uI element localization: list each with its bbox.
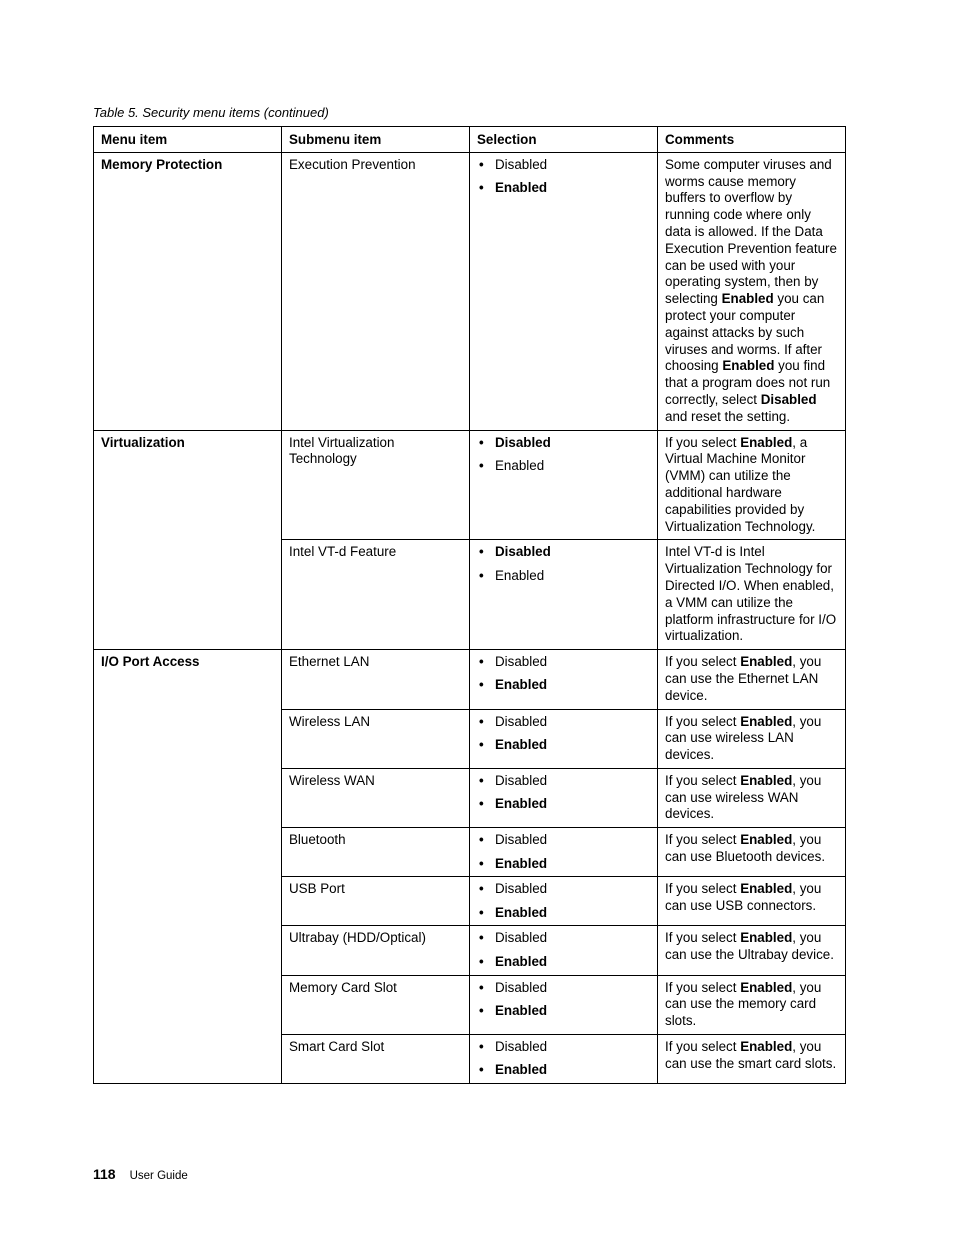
header-selection: Selection	[470, 127, 658, 153]
selection-option-default: • Enabled	[477, 737, 650, 754]
comment-text: If you select	[665, 930, 741, 946]
comment-cell	[658, 1034, 846, 1083]
comment-emphasis: Disabled	[760, 391, 817, 407]
comment-emphasis: Enabled	[740, 772, 793, 788]
selection-options-list	[477, 435, 650, 475]
comment-emphasis: Enabled	[740, 654, 793, 670]
comment-text: you find that a program does not run correctly, select	[665, 358, 831, 407]
selection-cell	[470, 926, 658, 975]
comment-emphasis: Enabled	[740, 930, 793, 946]
comment-emphasis: Enabled	[722, 358, 775, 374]
submenu-item-cell: USB Port	[282, 877, 470, 926]
selection-cell	[470, 152, 658, 430]
comment-text: you can protect your computer against attacks by such viruses and worms. If after choosing	[665, 291, 825, 374]
page-number: 118	[93, 1166, 116, 1182]
comment-emphasis: Enabled	[721, 291, 774, 307]
selection-option: • Disabled	[477, 930, 650, 947]
selection-cell	[470, 430, 658, 540]
selection-option: • Disabled	[477, 157, 650, 174]
selection-option-default: • Enabled	[477, 905, 650, 922]
comment-emphasis: Enabled	[740, 713, 793, 729]
menu-item-cell: Virtualization	[94, 430, 282, 650]
selection-cell	[470, 1034, 658, 1083]
submenu-item-cell: Execution Prevention	[282, 152, 470, 430]
comment-cell	[658, 975, 846, 1034]
selection-option-default: • Enabled	[477, 180, 650, 197]
selection-options-list	[477, 930, 650, 970]
comment-text: , you can use USB connectors.	[665, 881, 822, 914]
comment-text: If you select	[665, 654, 741, 670]
page-footer	[93, 1166, 188, 1182]
comment-cell	[658, 828, 846, 877]
submenu-item-cell: Ethernet LAN	[282, 650, 470, 709]
comment-emphasis: Enabled	[740, 832, 793, 848]
comment-text: If you select	[665, 772, 741, 788]
document-title: User Guide	[129, 1170, 188, 1182]
submenu-item-cell: Memory Card Slot	[282, 975, 470, 1034]
selection-option: • Disabled	[477, 714, 650, 731]
selection-option: • Disabled	[477, 832, 650, 849]
selection-options-list	[477, 157, 650, 197]
header-submenu-item: Submenu item	[282, 127, 470, 153]
selection-options-list	[477, 773, 650, 813]
comment-text: , you can use the smart card slots.	[665, 1038, 837, 1071]
selection-option: • Disabled	[477, 980, 650, 997]
submenu-item-cell: Intel VT-d Feature	[282, 540, 470, 650]
submenu-item-cell: Wireless WAN	[282, 768, 470, 827]
selection-options-list	[477, 544, 650, 584]
table-row	[94, 152, 846, 430]
comment-text: , you can use Bluetooth devices.	[665, 832, 826, 865]
selection-option-default: • Enabled	[477, 1062, 650, 1079]
table-header-row	[94, 127, 846, 153]
submenu-item-cell: Ultrabay (HDD/Optical)	[282, 926, 470, 975]
selection-options-list	[477, 832, 650, 872]
comment-cell	[658, 877, 846, 926]
comment-emphasis: Enabled	[740, 979, 793, 995]
comment-text: , you can use the Ultrabay device.	[665, 930, 834, 963]
table-body	[94, 152, 846, 1083]
submenu-item-cell: Smart Card Slot	[282, 1034, 470, 1083]
table-row	[94, 430, 846, 540]
comment-text: , you can use the Ethernet LAN device.	[665, 654, 822, 703]
selection-option-default: • Disabled	[477, 435, 650, 452]
header-menu-item: Menu item	[94, 127, 282, 153]
comment-text: Some computer viruses and worms cause memory buffers to overflow by running code where only data is allowed. If the Data Execution Prevention feature can be used with your operating system, then by selecting	[665, 156, 837, 307]
comment-cell	[658, 768, 846, 827]
selection-option: • Disabled	[477, 881, 650, 898]
comment-text: If you select	[665, 881, 741, 897]
selection-options-list	[477, 980, 650, 1020]
comment-cell	[658, 926, 846, 975]
selection-option: • Disabled	[477, 654, 650, 671]
comment-cell	[658, 709, 846, 768]
table-caption: Table 5. Security menu items (continued)	[93, 105, 329, 120]
selection-cell	[470, 650, 658, 709]
menu-item-cell: Memory Protection	[94, 152, 282, 430]
selection-cell	[470, 975, 658, 1034]
comment-emphasis: Enabled	[740, 881, 793, 897]
security-menu-table	[93, 126, 846, 1084]
comment-cell	[658, 152, 846, 430]
selection-cell	[470, 709, 658, 768]
comment-text: Intel VT-d is Intel Virtualization Technology for Directed I/O. When enabled, a VMM can utilize the platform infrastructure for I/O virtualization.	[665, 544, 837, 644]
selection-option-default: • Enabled	[477, 954, 650, 971]
comment-cell	[658, 540, 846, 650]
selection-option: • Enabled	[477, 568, 650, 585]
selection-cell	[470, 877, 658, 926]
selection-option-default: • Enabled	[477, 677, 650, 694]
comment-text: If you select	[665, 434, 741, 450]
selection-option: • Disabled	[477, 1039, 650, 1056]
submenu-item-cell: Intel Virtualization Technology	[282, 430, 470, 540]
comment-text: , a Virtual Machine Monitor (VMM) can utilize the additional hardware capabilities provided by Virtualization Technology.	[665, 434, 816, 534]
selection-option-default: • Disabled	[477, 544, 650, 561]
comment-text: and reset the setting.	[665, 408, 791, 424]
submenu-item-cell: Wireless LAN	[282, 709, 470, 768]
comment-text: If you select	[665, 1038, 741, 1054]
comment-cell	[658, 650, 846, 709]
comment-text: , you can use wireless LAN devices.	[665, 713, 822, 763]
selection-cell	[470, 540, 658, 650]
selection-options-list	[477, 714, 650, 754]
menu-item-cell: I/O Port Access	[94, 650, 282, 1084]
selection-option: • Disabled	[477, 773, 650, 790]
selection-cell	[470, 828, 658, 877]
submenu-item-cell: Bluetooth	[282, 828, 470, 877]
selection-cell	[470, 768, 658, 827]
selection-options-list	[477, 654, 650, 694]
comment-text: If you select	[665, 832, 741, 848]
selection-option: • Enabled	[477, 458, 650, 475]
comment-emphasis: Enabled	[740, 434, 793, 450]
selection-option-default: • Enabled	[477, 1003, 650, 1020]
table-row	[94, 650, 846, 709]
comment-text: , you can use the memory card slots.	[665, 979, 822, 1029]
comment-text: , you can use wireless WAN devices.	[665, 772, 822, 822]
comment-text: If you select	[665, 979, 741, 995]
selection-options-list	[477, 881, 650, 921]
comment-emphasis: Enabled	[740, 1038, 793, 1054]
selection-options-list	[477, 1039, 650, 1079]
selection-option-default: • Enabled	[477, 856, 650, 873]
comment-cell	[658, 430, 846, 540]
comment-text: If you select	[665, 713, 741, 729]
selection-option-default: • Enabled	[477, 796, 650, 813]
header-comments: Comments	[658, 127, 846, 153]
